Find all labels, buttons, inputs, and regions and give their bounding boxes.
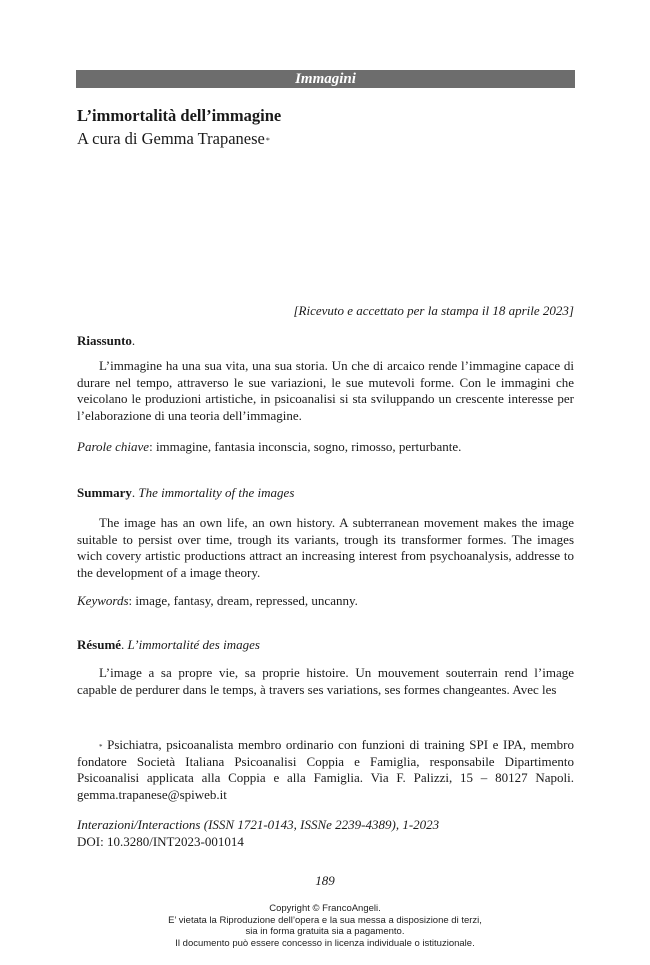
keywords-list-en: : image, fantasy, dream, repressed, uncanny.	[128, 593, 358, 608]
article-title: L’immortalità dell’immagine	[77, 106, 282, 125]
summary-heading	[77, 485, 294, 501]
copyright-line-2: E’ vietata la Riproduzione dell’opera e la sua messa a disposizione di terzi,	[168, 914, 482, 926]
received-date-note: [Ricevuto e accettato per la stampa il 18 aprile 2023]	[293, 303, 574, 318]
summary-heading-label: Summary	[77, 485, 132, 500]
footnote-text: Psichiatra, psicoanalista membro ordinario con funzioni di training SPI e IPA, membro fondatore Società Italiana Psicoanalisi Coppia e Famiglia, responsabile Dipartimento Psicoanalisi applicata alla Coppia e alla Famiglia. Via F. Palizzi, 15 – 80127 Napoli. gemma.trapanese@spiweb.it	[77, 737, 574, 802]
doi: DOI: 10.3280/INT2023-001014	[77, 833, 244, 849]
keywords-label-en: Keywords	[77, 593, 129, 608]
resume-heading	[77, 637, 260, 653]
resume-heading-punct: .	[121, 637, 128, 652]
summary-text: The image has an own life, an own history. A subterranean movement makes the image suitable to persist over time, trough its variants, trough its transformer formes. The images wich covery artistic productions attract an increasing interest from psychoanalysis, addresse to the development of a image theory.	[77, 515, 574, 580]
copyright-line-1: Copyright © FrancoAngeli.	[269, 903, 381, 914]
resume-subtitle: L’immortalité des images	[127, 637, 260, 652]
section-label: Immagini	[295, 71, 356, 87]
footnote-marker: *	[265, 136, 270, 145]
riassunto-keywords	[77, 439, 574, 456]
riassunto-heading-label: Riassunto	[77, 333, 132, 348]
keywords-label-it: Parole chiave	[77, 439, 150, 454]
copyright-notice	[0, 903, 650, 949]
footnote-mark: *	[99, 743, 103, 751]
resume-text: L’image a sa propre vie, sa proprie histoire. Un mouvement souterrain rend l’image capable de perdurer dans le temps, à travers ses variations, ses formes changeantes. Avec les	[77, 665, 574, 697]
copyright-line-3: sia in forma gratuita sia a pagamento.	[245, 926, 405, 937]
author-line: A cura di Gemma Trapanese	[77, 129, 265, 148]
keywords-list-it: : immagine, fantasia inconscia, sogno, rimosso, perturbante.	[149, 439, 462, 454]
summary-keywords	[77, 593, 574, 610]
riassunto-heading	[77, 333, 135, 349]
journal-info	[77, 817, 439, 850]
summary-subtitle: The immortality of the images	[138, 485, 295, 500]
riassunto-heading-punct: .	[131, 333, 136, 348]
riassunto-text: L’immagine ha una sua vita, una sua storia. Un che di arcaico rende l’immagine capace di durare nel tempo, attraverso le sue variazioni, le sue mutevoli forme. Con le immagini che veicolano le produzioni artistiche, in psicoanalisi si sta sviluppando un crescente interesse per l’elaborazione di una teoria dell’immagine.	[77, 358, 574, 423]
resume-abstract	[77, 665, 574, 698]
summary-abstract	[77, 515, 574, 581]
page-number: 189	[315, 873, 335, 888]
resume-heading-label: Résumé	[77, 637, 122, 652]
copyright-line-4: Il documento può essere concesso in licenza individuale o istituzionale.	[175, 937, 475, 949]
section-banner	[76, 70, 575, 88]
summary-heading-punct: .	[131, 485, 139, 500]
riassunto-abstract	[77, 358, 574, 424]
author-footnote	[77, 737, 574, 803]
journal-citation: Interazioni/Interactions (ISSN 1721-0143, ISSNe 2239-4389), 1-2023	[77, 817, 440, 832]
article-byline	[77, 129, 270, 149]
